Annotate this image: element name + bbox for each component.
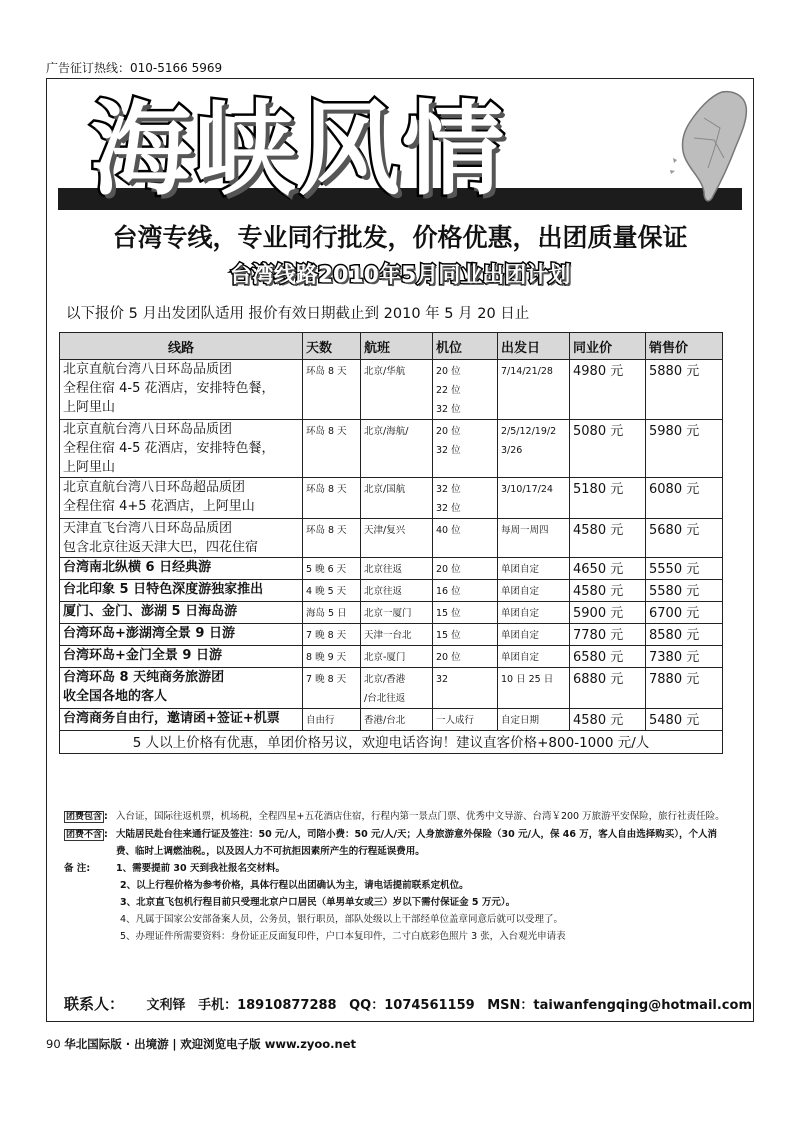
- retail-price-cell: 5480 元: [646, 709, 723, 731]
- table-row: [60, 519, 723, 558]
- retail-price-cell: 5880 元: [646, 360, 723, 420]
- flight-cell: 北京往返: [361, 580, 433, 602]
- price-table: [59, 332, 723, 754]
- retail-price-cell: 6700 元: [646, 602, 723, 624]
- contact-name: 文利铎: [146, 998, 186, 1013]
- dates-cell: 3/10/17/24: [498, 478, 570, 519]
- flight-cell: 北京往返: [361, 558, 433, 580]
- route-cell: 台湾环岛 8 天纯商务旅游团 收全国各地的客人: [60, 668, 303, 709]
- table-row: [60, 646, 723, 668]
- flight-cell: 北京/海航/: [361, 420, 433, 478]
- seats-cell: 20 位 22 位 32 位: [433, 360, 498, 420]
- page-footer: [46, 1036, 356, 1052]
- route-cell: 台湾商务自由行，邀请函+签证+机票: [60, 709, 303, 731]
- header-days: 天数: [303, 333, 361, 360]
- trade-price-cell: 4580 元: [570, 519, 646, 558]
- retail-price-cell: 7880 元: [646, 668, 723, 709]
- route-cell: 台湾南北纵横 6 日经典游: [60, 558, 303, 580]
- table-row: [60, 558, 723, 580]
- advertising-hotline: 广告征订热线：010-5166 5969: [46, 61, 223, 75]
- contact-label: 联系人：: [64, 995, 125, 1013]
- seats-cell: 20 位: [433, 558, 498, 580]
- route-cell: 北京直航台湾八日环岛品质团 全程住宿 4-5 花酒店，安排特色餐， 上阿里山: [60, 360, 303, 420]
- footer-separator: |: [172, 1037, 177, 1051]
- table-footer-note: 5 人以上价格有优惠，单团价格另议，欢迎电话咨询！建议直客价格+800-1000 元/人: [60, 731, 723, 754]
- trade-price-cell: 4980 元: [570, 360, 646, 420]
- seats-cell: 一人成行: [433, 709, 498, 731]
- flight-cell: 北京/香港 /台北往返: [361, 668, 433, 709]
- trade-price-cell: 5900 元: [570, 602, 646, 624]
- banner-slogan: 台湾专线，专业同行批发，价格优惠，出团质量保证: [112, 223, 688, 252]
- header-seats: 机位: [433, 333, 498, 360]
- dates-cell: 2/5/12/19/2 3/26: [498, 420, 570, 478]
- dates-cell: 7/14/21/28: [498, 360, 570, 420]
- flight-cell: 北京/国航: [361, 478, 433, 519]
- days-cell: 7 晚 8 天: [303, 668, 361, 709]
- contact-qq: QQ：1074561159: [349, 998, 475, 1013]
- days-cell: 环岛 8 天: [303, 420, 361, 478]
- trade-price-cell: 6580 元: [570, 646, 646, 668]
- seats-cell: 32 位 32 位: [433, 478, 498, 519]
- header-dates: 出发日: [498, 333, 570, 360]
- header-route: 线路: [60, 333, 303, 360]
- route-cell: 北京直航台湾八日环岛品质团 全程住宿 4-5 花酒店，安排特色餐， 上阿里山: [60, 420, 303, 478]
- retail-price-cell: 5580 元: [646, 580, 723, 602]
- seats-cell: 16 位: [433, 580, 498, 602]
- route-cell: 天津直飞台湾八日环岛品质团 包含北京往返天津大巴，四花住宿: [60, 519, 303, 558]
- table-row: [60, 709, 723, 731]
- route-cell: 台湾环岛+金门全景 9 日游: [60, 646, 303, 668]
- retail-price-cell: 6080 元: [646, 478, 723, 519]
- dates-cell: 单团自定: [498, 624, 570, 646]
- flight-cell: 香港/台北: [361, 709, 433, 731]
- table-row: [60, 668, 723, 709]
- contact-msn[interactable]: MSN：taiwanfengqing@hotmail.com: [487, 998, 752, 1013]
- contact-phone: 手机：18910877288: [198, 998, 337, 1013]
- trade-price-cell: 4650 元: [570, 558, 646, 580]
- trade-price-cell: 4580 元: [570, 580, 646, 602]
- publication-name: 华北国际版 · 出境游: [64, 1037, 169, 1051]
- retail-price-cell: 5550 元: [646, 558, 723, 580]
- route-cell: 厦门、金门、澎湖 5 日海岛游: [60, 602, 303, 624]
- days-cell: 环岛 8 天: [303, 360, 361, 420]
- table-row: [60, 478, 723, 519]
- retail-price-cell: 8580 元: [646, 624, 723, 646]
- table-header-row: [60, 333, 723, 360]
- flight-cell: 天津/复兴: [361, 519, 433, 558]
- retail-price-cell: 5680 元: [646, 519, 723, 558]
- days-cell: 环岛 8 天: [303, 478, 361, 519]
- seats-cell: 20 位 32 位: [433, 420, 498, 478]
- contact-line: [64, 993, 760, 1014]
- seats-cell: 15 位: [433, 624, 498, 646]
- route-cell: 北京直航台湾八日环岛超品质团 全程住宿 4+5 花酒店，上阿里山: [60, 478, 303, 519]
- header-trade-price: 同业价: [570, 333, 646, 360]
- table-row: [60, 624, 723, 646]
- table-row: [60, 420, 723, 478]
- page-number: 90: [46, 1037, 61, 1051]
- remark-item: 1、需要提前 30 天到我社报名交材料。: [116, 863, 285, 874]
- remark-item: 3、北京直飞包机行程目前只受理北京户口居民（单男单女或三）岁以下需付保证金 5 万元）。: [120, 897, 516, 908]
- remark-item: 5、办理证件所需要资料：身份证正反面复印件，户口本复印件，二寸白底彩色照片 3 张，入台观光申请表: [120, 931, 566, 942]
- exclude-label: 团费不含: [66, 830, 103, 840]
- note-exclude: 团费不含 : 大陆居民赴台往来通行证及签注：50 元/人，司陪小费：50 元/人/天；人身旅游意外保险（30 元/人，保 46 万，客人自由选择购买），个人消费、临时上调燃油税。，以及因人力不可抗拒因素所产生的行程延误费用。: [64, 826, 736, 860]
- days-cell: 7 晚 8 天: [303, 624, 361, 646]
- table-row: [60, 602, 723, 624]
- seats-cell: 20 位: [433, 646, 498, 668]
- dates-cell: 每周一周四: [498, 519, 570, 558]
- dates-cell: 10 日 25 日: [498, 668, 570, 709]
- notes-section: [64, 808, 736, 945]
- flight-cell: 北京一厦门: [361, 602, 433, 624]
- dates-cell: 单团自定: [498, 602, 570, 624]
- table-row: [60, 360, 723, 420]
- validity-note: 以下报价 5 月出发团队适用 报价有效日期截止到 2010 年 5 月 20 日止: [66, 306, 530, 322]
- include-text: 入台证，国际往返机票，机场税，全程四星+五花酒店住宿，行程内第一景点门票、优秀中文导游、台湾￥200 万旅游平安保险，旅行社责任险。: [116, 811, 725, 822]
- table-row: [60, 580, 723, 602]
- flight-cell: 北京-厦门: [361, 646, 433, 668]
- remark-item: 2、以上行程价格为参考价格，具体行程以出团确认为主，请电话提前联系定机位。: [120, 880, 469, 891]
- footer-slogan[interactable]: 欢迎浏览电子版 www.zyoo.net: [180, 1037, 357, 1051]
- note-include: 团费包含 : 入台证，国际往返机票，机场税，全程四星+五花酒店住宿，行程内第一景点门票、优秀中文导游、台湾￥200 万旅游平安保险，旅行社责任险。: [64, 808, 736, 826]
- retail-price-cell: 5980 元: [646, 420, 723, 478]
- trade-price-cell: 5080 元: [570, 420, 646, 478]
- dates-cell: 自定日期: [498, 709, 570, 731]
- flight-cell: 天津一台北: [361, 624, 433, 646]
- trade-price-cell: 5180 元: [570, 478, 646, 519]
- remark-item: 4、凡属于国家公安部备案人员，公务员，银行职员，部队处级以上干部经单位盖章同意后就可以受理了。: [120, 914, 564, 925]
- days-cell: 5 晚 6 天: [303, 558, 361, 580]
- note-remarks: 备 注: 1、需要提前 30 天到我社报名交材料。: [64, 860, 736, 877]
- plan-title: 台湾线路2010年5月同业出团计划: [229, 263, 571, 288]
- route-cell: 台湾环岛+澎湖湾全景 9 日游: [60, 624, 303, 646]
- seats-cell: 40 位: [433, 519, 498, 558]
- days-cell: 自由行: [303, 709, 361, 731]
- table-footer-row: [60, 731, 723, 754]
- include-label: 团费包含: [66, 812, 103, 822]
- days-cell: 海岛 5 日: [303, 602, 361, 624]
- days-cell: 环岛 8 天: [303, 519, 361, 558]
- seats-cell: 15 位: [433, 602, 498, 624]
- exclude-text: 大陆居民赴台往来通行证及签注：50 元/人，司陪小费：50 元/人/天；人身旅游意外保险（30 元/人，保 46 万，客人自由选择购买），个人消费、临时上调燃油税。，以及因人力不可抗拒因素所产生的行程延误费用。: [116, 829, 718, 857]
- retail-price-cell: 7380 元: [646, 646, 723, 668]
- header-retail-price: 销售价: [646, 333, 723, 360]
- seats-cell: 32: [433, 668, 498, 709]
- trade-price-cell: 4580 元: [570, 709, 646, 731]
- route-cell: 台北印象 5 日特色深度游独家推出: [60, 580, 303, 602]
- banner-title: 海峡风情: [90, 91, 506, 210]
- trade-price-cell: 7780 元: [570, 624, 646, 646]
- remarks-label: 备 注: [64, 863, 87, 874]
- trade-price-cell: 6880 元: [570, 668, 646, 709]
- flight-cell: 北京/华航: [361, 360, 433, 420]
- dates-cell: 单团自定: [498, 646, 570, 668]
- days-cell: 4 晚 5 天: [303, 580, 361, 602]
- taiwan-map-icon: [664, 88, 754, 206]
- dates-cell: 单团自定: [498, 580, 570, 602]
- days-cell: 8 晚 9 天: [303, 646, 361, 668]
- dates-cell: 单团自定: [498, 558, 570, 580]
- header-flight: 航班: [361, 333, 433, 360]
